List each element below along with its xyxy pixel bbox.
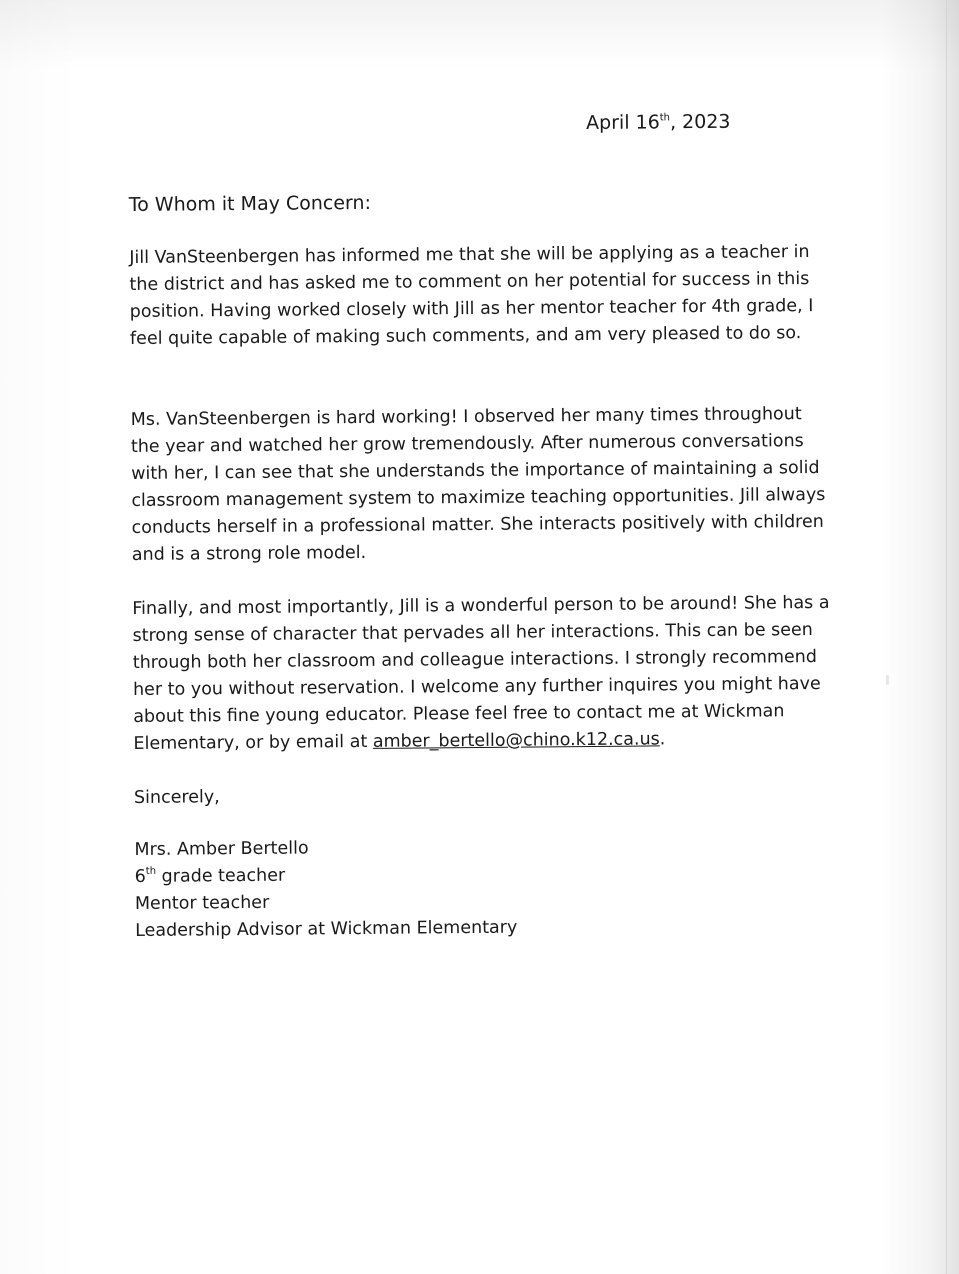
- letter-body: [128, 106, 835, 945]
- date-year: , 2023: [669, 110, 731, 134]
- date-month-day: April 16: [586, 111, 660, 135]
- recommendation-end: .: [659, 729, 666, 750]
- grade-rest: grade teacher: [155, 865, 286, 887]
- paragraph-observation: Ms. VanSteenbergen is hard working! I observed her many times throughout the year and watched her grow tremendously. After numerous conversations with her, I can see that she understands the importance of maintaining a solid classroom management system to maximize teaching opportunities. Jill always conducts herself in a professional matter. She interacts positively with children and is a strong role model.: [130, 404, 826, 565]
- email-link[interactable]: amber_bertello@chino.k12.ca.us: [372, 729, 660, 752]
- grade-number: 6: [134, 866, 146, 887]
- grade-ordinal: th: [145, 865, 157, 878]
- paper-speck: [886, 675, 889, 685]
- closing: Sincerely,: [133, 787, 220, 808]
- salutation: To Whom it May Concern:: [128, 191, 372, 216]
- signer-role: Mentor teacher: [134, 892, 270, 914]
- signer-name: Mrs. Amber Bertello: [134, 838, 309, 860]
- letter-date: [586, 106, 828, 138]
- signer-position: Leadership Advisor at Wickman Elementary: [135, 917, 518, 941]
- recommendation-text: Finally, and most importantly, Jill is a wonderful person to be around! She has a strong sense of character that pervades all her interactions. This can be seen through both her classroom and colleague interactions. I strongly recommend her to you without reservation. I welcome any further inquires you might have about this fine young educator. Please feel free to contact me at Wickman Elementary, or by email at: [132, 592, 830, 754]
- paragraph-recommendation: [132, 590, 833, 758]
- paragraph-introduction: Jill VanSteenbergen has informed me that she will be applying as a teacher in the district and has asked me to comment on her potential for success in this position. Having worked closely with Jill as her mentor teacher for 4th grade, I feel quite capable of making such comments, and am very pleased to do so.: [129, 242, 814, 349]
- date-ordinal: th: [659, 111, 671, 124]
- signature-block: [134, 831, 835, 945]
